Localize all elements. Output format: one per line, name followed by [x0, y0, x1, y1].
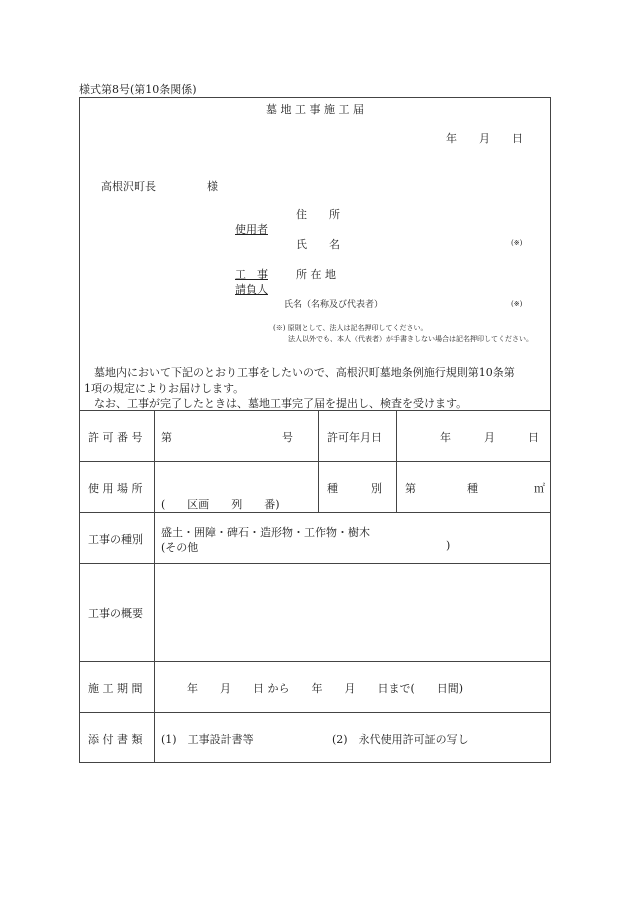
attachments-label: 添 付 書 類	[88, 733, 143, 746]
plot-type-prefix: 第	[405, 482, 416, 495]
plot-area-unit: ㎡	[534, 482, 545, 495]
form-title: 墓 地 工 事 施 工 届	[266, 103, 364, 116]
user-seal-mark: (※)	[511, 239, 523, 247]
contractor-seal-mark: (※)	[511, 300, 523, 308]
work-type-options: 盛土・囲障・碑石・造形物・工作物・樹木	[161, 526, 370, 539]
period-value: 年 月 日 から 年 月 日まで( 日間)	[187, 682, 464, 695]
table-rule	[79, 461, 551, 462]
table-column-rule	[396, 410, 397, 512]
table-rule	[79, 512, 551, 513]
table-rule	[79, 712, 551, 713]
attachment-1: (1) 工事設計書等	[161, 733, 254, 746]
table-rule	[79, 563, 551, 564]
location-label: 使 用 場 所	[88, 482, 143, 495]
attachment-2: (2) 永代使用許可証の写し	[332, 733, 469, 746]
body-line-3: なお、工事が完了したときは、墓地工事完了届を提出し、検査を受けます。	[94, 397, 468, 410]
body-line-1: 墓地内において下記のとおり工事をしたいので、高根沢町墓地条例施行規則第10条第	[94, 366, 515, 379]
form-number: 様式第8号(第10条関係)	[79, 83, 197, 96]
permit-date-value: 年 月 日	[440, 431, 539, 444]
addressee: 高根沢町長	[101, 180, 156, 193]
note-line-1: (※) 原則として、法人は記名押印してください。	[273, 324, 428, 332]
location-detail: ( 区画 列 番)	[161, 498, 280, 511]
table-column-rule	[318, 410, 319, 512]
contractor-label-line2: 請負人	[235, 283, 268, 296]
addressee-honorific: 様	[207, 180, 218, 193]
contractor-label-line1: 工 事	[235, 268, 268, 281]
table-column-rule	[154, 410, 155, 763]
user-address-label: 住 所	[296, 208, 340, 221]
note-line-2: 法人以外でも、本人（代表者）が手書きしない場合は記名押印してください。	[288, 335, 533, 343]
work-type-other: (その他	[161, 541, 199, 554]
permit-date-label: 許可年月日	[327, 431, 382, 444]
submission-date: 年 月 日	[446, 132, 523, 145]
body-line-2: 1項の規定によりお届けします。	[84, 382, 245, 395]
work-overview-label: 工事の概要	[88, 607, 143, 620]
permit-number-prefix: 第	[161, 431, 172, 444]
user-name-label: 氏 名	[296, 238, 340, 251]
table-rule	[79, 661, 551, 662]
table-rule	[79, 410, 551, 411]
contractor-name-label: 氏名（名称及び代表者）	[284, 300, 384, 310]
permit-number-label: 許 可 番 号	[88, 431, 143, 444]
plot-type-mid: 種	[467, 482, 478, 495]
permit-number-suffix: 号	[282, 431, 293, 444]
work-type-other-close: )	[446, 539, 451, 552]
work-type-label: 工事の種別	[88, 533, 143, 546]
period-label: 施 工 期 間	[88, 682, 143, 695]
contractor-address-label: 所 在 地	[296, 268, 336, 281]
user-label: 使用者	[235, 223, 268, 236]
plot-type-label: 種 別	[327, 482, 382, 495]
